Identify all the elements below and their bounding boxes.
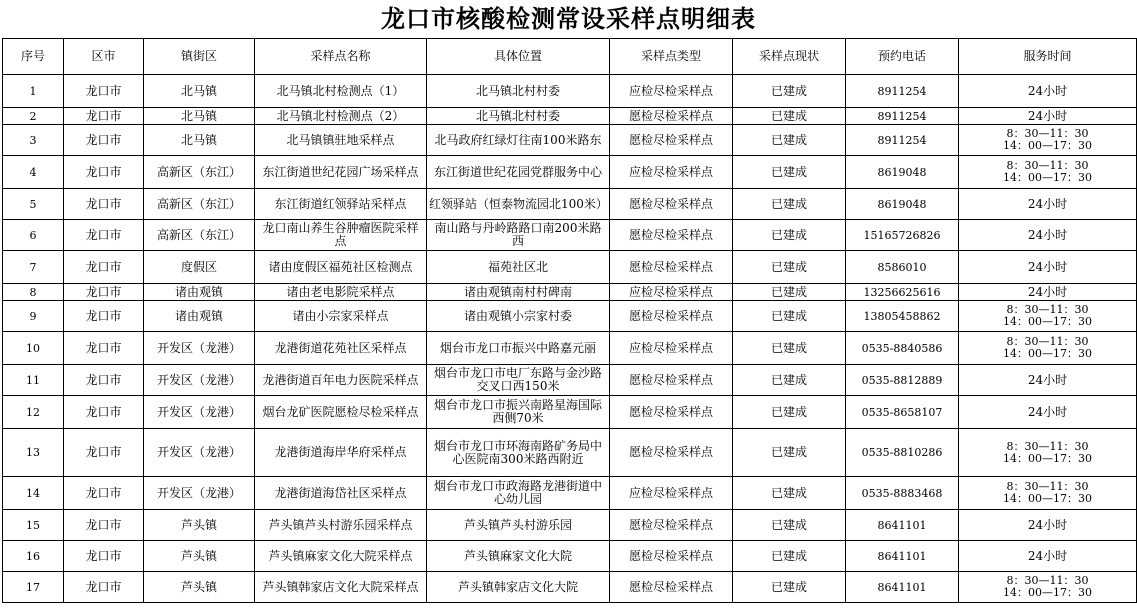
cell-serial: 2 xyxy=(3,108,64,125)
cell-town: 芦头镇 xyxy=(144,510,255,541)
cell-site-type: 愿检尽检采样点 xyxy=(610,251,733,284)
cell-serial: 15 xyxy=(3,510,64,541)
cell-site-name: 龙港街道海岸华府采样点 xyxy=(255,429,427,477)
cell-town: 芦头镇 xyxy=(144,541,255,572)
table-row xyxy=(3,541,1137,572)
header-serial: 序号 xyxy=(3,39,64,75)
cell-serial: 6 xyxy=(3,220,64,251)
cell-location: 诸由观镇南村村碑南 xyxy=(427,284,610,301)
cell-phone: 8619048 xyxy=(846,156,959,189)
cell-site-name: 芦头镇麻家文化大院采样点 xyxy=(255,541,427,572)
cell-site-type: 应检尽检采样点 xyxy=(610,332,733,365)
table-row xyxy=(3,510,1137,541)
cell-site-name: 龙港街道花苑社区采样点 xyxy=(255,332,427,365)
table-row xyxy=(3,156,1137,189)
header-town: 镇街区 xyxy=(144,39,255,75)
cell-location: 福苑社区北 xyxy=(427,251,610,284)
cell-district: 龙口市 xyxy=(64,284,144,301)
cell-service-hours: 8：30—11：30 14：00—17：30 xyxy=(959,301,1137,332)
cell-town: 诸由观镇 xyxy=(144,284,255,301)
cell-service-hours: 24小时 xyxy=(959,284,1137,301)
table-row xyxy=(3,189,1137,220)
cell-site-name: 北马镇北村检测点（1） xyxy=(255,75,427,108)
cell-site-status: 已建成 xyxy=(733,189,846,220)
cell-phone: 0535-8883468 xyxy=(846,477,959,510)
cell-site-name: 北马镇镇驻地采样点 xyxy=(255,125,427,156)
header-service-hours: 服务时间 xyxy=(959,39,1137,75)
cell-site-name: 烟台龙矿医院愿检尽检采样点 xyxy=(255,396,427,429)
cell-site-name: 龙港街道海岱社区采样点 xyxy=(255,477,427,510)
cell-town: 开发区（龙港） xyxy=(144,365,255,396)
cell-location: 红领驿站（恒泰物流园北100米） xyxy=(427,189,610,220)
cell-district: 龙口市 xyxy=(64,189,144,220)
cell-serial: 13 xyxy=(3,429,64,477)
table-row xyxy=(3,572,1137,603)
cell-district: 龙口市 xyxy=(64,108,144,125)
table-row xyxy=(3,332,1137,365)
cell-phone: 8911254 xyxy=(846,75,959,108)
cell-site-status: 已建成 xyxy=(733,365,846,396)
cell-serial: 14 xyxy=(3,477,64,510)
cell-site-status: 已建成 xyxy=(733,477,846,510)
cell-serial: 7 xyxy=(3,251,64,284)
cell-district: 龙口市 xyxy=(64,301,144,332)
cell-location: 烟台市龙口市振兴中路嘉元丽 xyxy=(427,332,610,365)
cell-service-hours: 8：30—11：30 14：00—17：30 xyxy=(959,332,1137,365)
cell-site-type: 愿检尽检采样点 xyxy=(610,429,733,477)
cell-site-status: 已建成 xyxy=(733,429,846,477)
cell-site-name: 芦头镇芦头村游乐园采样点 xyxy=(255,510,427,541)
cell-site-status: 已建成 xyxy=(733,541,846,572)
cell-site-type: 愿检尽检采样点 xyxy=(610,220,733,251)
cell-phone: 8641101 xyxy=(846,572,959,603)
cell-town: 北马镇 xyxy=(144,125,255,156)
cell-town: 北马镇 xyxy=(144,108,255,125)
cell-site-type: 愿检尽检采样点 xyxy=(610,572,733,603)
cell-service-hours: 24小时 xyxy=(959,251,1137,284)
cell-site-status: 已建成 xyxy=(733,396,846,429)
cell-site-name: 诸由度假区福苑社区检测点 xyxy=(255,251,427,284)
header-site-status: 采样点现状 xyxy=(733,39,846,75)
cell-district: 龙口市 xyxy=(64,396,144,429)
cell-service-hours: 8：30—11：30 14：00—17：30 xyxy=(959,156,1137,189)
cell-location: 南山路与丹岭路路口南200米路西 xyxy=(427,220,610,251)
cell-district: 龙口市 xyxy=(64,572,144,603)
cell-service-hours: 24小时 xyxy=(959,75,1137,108)
cell-serial: 17 xyxy=(3,572,64,603)
table-row xyxy=(3,75,1137,108)
cell-location: 烟台市龙口市政海路龙港街道中心幼儿园 xyxy=(427,477,610,510)
cell-district: 龙口市 xyxy=(64,429,144,477)
table-row xyxy=(3,429,1137,477)
cell-site-name: 东江街道世纪花园广场采样点 xyxy=(255,156,427,189)
header-location: 具体位置 xyxy=(427,39,610,75)
cell-service-hours: 24小时 xyxy=(959,396,1137,429)
cell-town: 北马镇 xyxy=(144,75,255,108)
cell-district: 龙口市 xyxy=(64,156,144,189)
cell-phone: 0535-8840586 xyxy=(846,332,959,365)
table-row xyxy=(3,108,1137,125)
cell-district: 龙口市 xyxy=(64,477,144,510)
cell-serial: 11 xyxy=(3,365,64,396)
cell-phone: 0535-8812889 xyxy=(846,365,959,396)
cell-district: 龙口市 xyxy=(64,75,144,108)
cell-site-status: 已建成 xyxy=(733,332,846,365)
cell-town: 开发区（龙港） xyxy=(144,477,255,510)
cell-location: 北马镇北村村委 xyxy=(427,75,610,108)
cell-location: 芦头镇芦头村游乐园 xyxy=(427,510,610,541)
cell-site-status: 已建成 xyxy=(733,251,846,284)
cell-district: 龙口市 xyxy=(64,510,144,541)
cell-serial: 3 xyxy=(3,125,64,156)
cell-site-status: 已建成 xyxy=(733,284,846,301)
cell-site-status: 已建成 xyxy=(733,108,846,125)
cell-town: 高新区（东江） xyxy=(144,189,255,220)
cell-site-name: 诸由小宗家采样点 xyxy=(255,301,427,332)
cell-phone: 8619048 xyxy=(846,189,959,220)
cell-serial: 4 xyxy=(3,156,64,189)
cell-district: 龙口市 xyxy=(64,220,144,251)
cell-serial: 9 xyxy=(3,301,64,332)
cell-service-hours: 24小时 xyxy=(959,220,1137,251)
cell-site-status: 已建成 xyxy=(733,220,846,251)
cell-site-status: 已建成 xyxy=(733,301,846,332)
cell-town: 诸由观镇 xyxy=(144,301,255,332)
cell-serial: 16 xyxy=(3,541,64,572)
cell-phone: 8586010 xyxy=(846,251,959,284)
table-row xyxy=(3,301,1137,332)
cell-location: 芦头镇麻家文化大院 xyxy=(427,541,610,572)
cell-site-type: 愿检尽检采样点 xyxy=(610,510,733,541)
cell-site-status: 已建成 xyxy=(733,572,846,603)
header-site-type: 采样点类型 xyxy=(610,39,733,75)
table-row xyxy=(3,251,1137,284)
cell-site-name: 诸由老电影院采样点 xyxy=(255,284,427,301)
cell-location: 芦头镇韩家店文化大院 xyxy=(427,572,610,603)
cell-phone: 8641101 xyxy=(846,541,959,572)
cell-serial: 12 xyxy=(3,396,64,429)
cell-site-type: 应检尽检采样点 xyxy=(610,156,733,189)
cell-phone: 8911254 xyxy=(846,108,959,125)
header-site-name: 采样点名称 xyxy=(255,39,427,75)
cell-site-status: 已建成 xyxy=(733,75,846,108)
cell-site-type: 应检尽检采样点 xyxy=(610,477,733,510)
cell-phone: 8911254 xyxy=(846,125,959,156)
cell-district: 龙口市 xyxy=(64,251,144,284)
cell-town: 开发区（龙港） xyxy=(144,332,255,365)
cell-serial: 8 xyxy=(3,284,64,301)
cell-phone: 15165726826 xyxy=(846,220,959,251)
cell-location: 烟台市龙口市环海南路矿务局中心医院南300米路西附近 xyxy=(427,429,610,477)
cell-site-status: 已建成 xyxy=(733,156,846,189)
header-district: 区市 xyxy=(64,39,144,75)
cell-district: 龙口市 xyxy=(64,125,144,156)
table-row xyxy=(3,125,1137,156)
cell-serial: 1 xyxy=(3,75,64,108)
sampling-points-table xyxy=(2,38,1137,603)
cell-service-hours: 8：30—11：30 14：00—17：30 xyxy=(959,572,1137,603)
cell-phone: 0535-8810286 xyxy=(846,429,959,477)
header-phone: 预约电话 xyxy=(846,39,959,75)
cell-service-hours: 24小时 xyxy=(959,510,1137,541)
cell-site-type: 愿检尽检采样点 xyxy=(610,125,733,156)
cell-site-type: 愿检尽检采样点 xyxy=(610,108,733,125)
cell-town: 高新区（东江） xyxy=(144,156,255,189)
cell-town: 芦头镇 xyxy=(144,572,255,603)
cell-phone: 8641101 xyxy=(846,510,959,541)
cell-district: 龙口市 xyxy=(64,332,144,365)
cell-serial: 5 xyxy=(3,189,64,220)
cell-town: 高新区（东江） xyxy=(144,220,255,251)
cell-site-status: 已建成 xyxy=(733,125,846,156)
cell-phone: 13256625616 xyxy=(846,284,959,301)
cell-phone: 0535-8658107 xyxy=(846,396,959,429)
cell-service-hours: 8：30—11：30 14：00—17：30 xyxy=(959,429,1137,477)
cell-service-hours: 8：30—11：30 14：00—17：30 xyxy=(959,125,1137,156)
table-row xyxy=(3,365,1137,396)
cell-site-type: 愿检尽检采样点 xyxy=(610,189,733,220)
cell-service-hours: 8：30—11：30 14：00—17：30 xyxy=(959,477,1137,510)
table-row xyxy=(3,477,1137,510)
cell-site-type: 应检尽检采样点 xyxy=(610,284,733,301)
cell-town: 开发区（龙港） xyxy=(144,429,255,477)
cell-location: 东江街道世纪花园党群服务中心 xyxy=(427,156,610,189)
cell-phone: 13805458862 xyxy=(846,301,959,332)
cell-service-hours: 24小时 xyxy=(959,108,1137,125)
cell-site-type: 愿检尽检采样点 xyxy=(610,541,733,572)
cell-site-type: 愿检尽检采样点 xyxy=(610,396,733,429)
cell-site-name: 北马镇北村检测点（2） xyxy=(255,108,427,125)
header-row xyxy=(3,39,1137,75)
table-row xyxy=(3,220,1137,251)
cell-site-name: 龙港街道百年电力医院采样点 xyxy=(255,365,427,396)
cell-district: 龙口市 xyxy=(64,365,144,396)
cell-location: 烟台市龙口市电厂东路与金沙路交叉口西150米 xyxy=(427,365,610,396)
cell-site-name: 芦头镇韩家店文化大院采样点 xyxy=(255,572,427,603)
cell-town: 度假区 xyxy=(144,251,255,284)
cell-serial: 10 xyxy=(3,332,64,365)
cell-site-status: 已建成 xyxy=(733,510,846,541)
page-title: 龙口市核酸检测常设采样点明细表 xyxy=(381,5,756,33)
cell-site-type: 应检尽检采样点 xyxy=(610,75,733,108)
cell-service-hours: 24小时 xyxy=(959,365,1137,396)
cell-site-name: 龙口南山养生谷肿瘤医院采样点 xyxy=(255,220,427,251)
table-row xyxy=(3,396,1137,429)
cell-district: 龙口市 xyxy=(64,541,144,572)
cell-site-type: 愿检尽检采样点 xyxy=(610,301,733,332)
cell-location: 北马政府红绿灯往南100米路东 xyxy=(427,125,610,156)
cell-service-hours: 24小时 xyxy=(959,541,1137,572)
cell-location: 北马镇北村村委 xyxy=(427,108,610,125)
cell-service-hours: 24小时 xyxy=(959,189,1137,220)
cell-location: 烟台市龙口市振兴南路星海国际西侧70米 xyxy=(427,396,610,429)
cell-site-type: 愿检尽检采样点 xyxy=(610,365,733,396)
cell-site-name: 东江街道红领驿站采样点 xyxy=(255,189,427,220)
cell-location: 诸由观镇小宗家村委 xyxy=(427,301,610,332)
cell-town: 开发区（龙港） xyxy=(144,396,255,429)
table-row xyxy=(3,284,1137,301)
